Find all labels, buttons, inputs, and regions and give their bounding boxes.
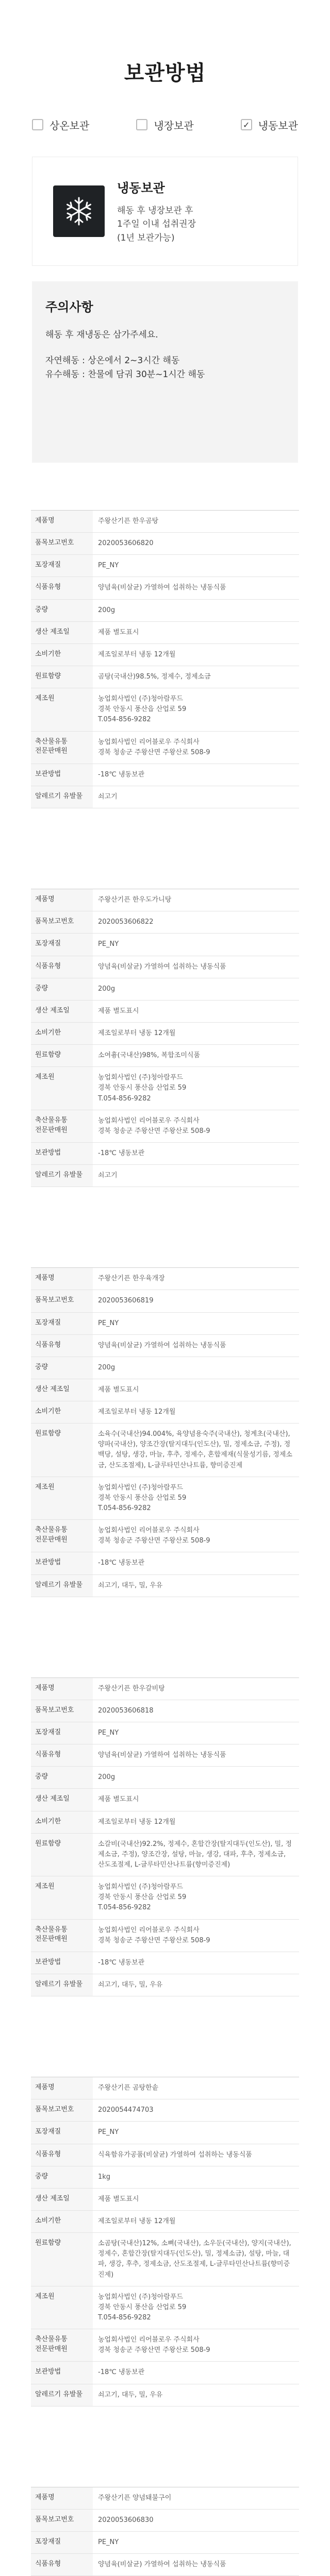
- table-row: [31, 1834, 299, 1876]
- row-value: PE_NY: [98, 940, 119, 948]
- table-row: [31, 555, 299, 577]
- row-label: 알레르기 유발물: [31, 1974, 93, 1996]
- caution-line: 유수해동 : 찬물에 담궈 30분~1시간 해동: [45, 369, 205, 380]
- row-label: 제품명: [31, 1268, 93, 1290]
- row-label: 제품명: [31, 2487, 93, 2509]
- table-row: [31, 2189, 299, 2211]
- row-value: PE_NY: [98, 562, 119, 570]
- row-label: 포장재질: [31, 934, 93, 955]
- row-value: 소갈비(국내산)92.2%, 정제수, 혼합간장(탈지대두(인도산), 밀, 정제소금, 주정), 양조간장, 설탕, 마늘, 생강, 대파, 후추, 정제소금, 산도조절제, L-글루타민산나트륨(향미증진제): [98, 1840, 292, 1869]
- table-row: [31, 1379, 299, 1401]
- row-label: 알레르기 유발물: [31, 786, 93, 808]
- row-label: 소비기한: [31, 644, 93, 666]
- caution-box: [32, 281, 298, 463]
- row-value: 양념육(비살균) 가열하여 섭취하는 냉동식품: [98, 1751, 226, 1759]
- table-row: [31, 2077, 299, 2099]
- row-label: 제품명: [31, 2077, 93, 2099]
- row-value: 주왕산기픈 한우갈비탕: [98, 1684, 165, 1692]
- row-value: 농업회사법인 리어블로우 주식회사 경북 청송군 주왕산면 주왕산로 508-9: [98, 1116, 210, 1135]
- storage-option-room[interactable]: [32, 117, 89, 132]
- row-label: 식품유형: [31, 2554, 93, 2575]
- caution-title: 주의사항: [45, 300, 93, 314]
- table-row: [31, 1067, 299, 1110]
- row-label: 보관방법: [31, 1952, 93, 1974]
- table-row: [31, 1920, 299, 1952]
- row-label: 제품명: [31, 889, 93, 911]
- row-label: 소비기한: [31, 2211, 93, 2232]
- storage-card: [32, 157, 298, 266]
- check-icon: ✓: [243, 120, 250, 130]
- storage-option-label: 냉동보관: [258, 119, 298, 132]
- row-label: 알레르기 유발물: [31, 2384, 93, 2406]
- checkbox-freezer[interactable]: [241, 119, 252, 130]
- table-row: [31, 1552, 299, 1574]
- table-row: [31, 2554, 299, 2576]
- row-label: 제품명: [31, 1678, 93, 1700]
- table-row: [31, 600, 299, 622]
- row-value: 200g: [98, 1773, 116, 1782]
- row-label: 생산 제조일: [31, 1379, 93, 1401]
- row-value: 1kg: [98, 2173, 111, 2181]
- row-value: PE_NY: [98, 2128, 119, 2137]
- table-row: [31, 1767, 299, 1789]
- row-value: 농업회사법인 리어블로우 주식회사 경북 청송군 주왕산면 주왕산로 508-9: [98, 1527, 210, 1545]
- table-row: [31, 2166, 299, 2189]
- row-value: 제조일로부터 냉동 12개월: [98, 650, 176, 658]
- row-value: 농업회사법인 (주)청아람푸드 경북 안동시 풍산읍 산업로 59 T.054-856-9282: [98, 1483, 187, 1513]
- table-row: [31, 1290, 299, 1312]
- row-label: 포장재질: [31, 1722, 93, 1744]
- row-value: 농업회사법인 (주)청아람푸드 경북 안동시 풍산읍 산업로 59 T.054-856-9282: [98, 2293, 187, 2321]
- row-value: 양념육(비살균) 가열하여 섭취하는 냉동식품: [98, 962, 226, 971]
- row-label: 품목보고번호: [31, 1290, 93, 1312]
- row-label: 식품유형: [31, 577, 93, 599]
- row-value: 양념육(비살균) 가열하여 섭취하는 냉동식품: [98, 2561, 226, 2569]
- row-value: 농업회사법인 (주)청아람푸드 경북 안동시 풍산읍 산업로 59 T.054-856-9282: [98, 695, 187, 724]
- row-value: 곰탕(국내산)98.5%, 정제수, 정제소금: [98, 672, 211, 681]
- row-label: 축산물유통 전문판매원: [31, 1520, 93, 1552]
- row-label: 품목보고번호: [31, 911, 93, 933]
- row-value: 제품 별도표시: [98, 1007, 139, 1015]
- row-label: 품목보고번호: [31, 2099, 93, 2121]
- table-row: [31, 2487, 299, 2510]
- row-value: 쇠고기, 대두, 밀, 우유: [98, 2391, 163, 2399]
- row-label: 제품명: [31, 511, 93, 532]
- row-value: 쇠고기: [98, 1172, 118, 1180]
- row-label: 제조원: [31, 1876, 93, 1919]
- row-value: 농업회사법인 리어블로우 주식회사 경북 청송군 주왕산면 주왕산로 508-9: [98, 738, 210, 756]
- table-row: [31, 688, 299, 731]
- row-label: 보관방법: [31, 764, 93, 786]
- row-label: 포장재질: [31, 2122, 93, 2143]
- table-row: [31, 511, 299, 533]
- row-label: 품목보고번호: [31, 1700, 93, 1722]
- row-value: 2020053606822: [98, 918, 154, 926]
- row-label: 축산물유통 전문판매원: [31, 1920, 93, 1952]
- product-table: [31, 889, 299, 1187]
- row-value: PE_NY: [98, 1729, 119, 1737]
- row-value: 농업회사법인 (주)청아람푸드 경북 안동시 풍산읍 산업로 59 T.054-856-9282: [98, 1883, 187, 1912]
- row-value: -18℃ 냉동보관: [98, 1149, 145, 1157]
- table-row: [31, 622, 299, 644]
- row-label: 원료함량: [31, 1423, 93, 1477]
- storage-option-freezer[interactable]: [241, 117, 298, 132]
- caution-line: 해동 후 재냉동은 삼가주세요.: [45, 330, 158, 340]
- row-label: 알레르기 유발물: [31, 1575, 93, 1597]
- row-value: 200g: [98, 606, 116, 614]
- storage-card-title: 냉동보관: [117, 180, 165, 195]
- row-label: 식품유형: [31, 1744, 93, 1766]
- row-label: 생산 제조일: [31, 622, 93, 643]
- row-label: 소비기한: [31, 1401, 93, 1423]
- row-label: 중량: [31, 1357, 93, 1379]
- row-label: 제조원: [31, 1067, 93, 1109]
- row-label: 원료함량: [31, 2233, 93, 2286]
- row-label: 보관방법: [31, 1552, 93, 1574]
- page-title: 보관방법: [124, 61, 206, 85]
- table-row: [31, 1744, 299, 1767]
- row-value: -18℃ 냉동보관: [98, 1559, 145, 1567]
- row-label: 제조원: [31, 688, 93, 731]
- row-value: 주왕산기픈 한우도가니탕: [98, 896, 172, 904]
- checkbox-room[interactable]: [32, 119, 43, 130]
- table-row: [31, 1477, 299, 1520]
- row-value: 쇠고기, 대두, 밀, 우유: [98, 1981, 163, 1989]
- row-label: 축산물유통 전문판매원: [31, 732, 93, 764]
- row-label: 포장재질: [31, 2532, 93, 2553]
- table-row: [31, 2233, 299, 2286]
- table-row: [31, 2510, 299, 2532]
- row-label: 품목보고번호: [31, 533, 93, 554]
- table-row: [31, 1401, 299, 1423]
- row-label: 생산 제조일: [31, 2189, 93, 2210]
- storage-card-line: (1년 보관가능): [117, 232, 175, 243]
- row-value: 제품 별도표시: [98, 628, 139, 636]
- table-row: [31, 1143, 299, 1165]
- row-label: 중량: [31, 2166, 93, 2188]
- table-row: [31, 911, 299, 934]
- table-row: [31, 2329, 299, 2362]
- table-row: [31, 1023, 299, 1045]
- table-row: [31, 2122, 299, 2144]
- table-row: [31, 1876, 299, 1919]
- row-value: 2020053606820: [98, 539, 154, 548]
- row-value: -18℃ 냉동보관: [98, 2368, 145, 2377]
- table-row: [31, 2211, 299, 2233]
- table-row: [31, 577, 299, 599]
- product-table: [31, 1677, 299, 1996]
- table-row: [31, 1001, 299, 1023]
- table-row: [31, 1165, 299, 1187]
- table-row: [31, 956, 299, 978]
- table-row: [31, 1313, 299, 1335]
- table-row: [31, 978, 299, 1001]
- storage-options: [0, 108, 330, 141]
- row-value: PE_NY: [98, 1319, 119, 1327]
- row-label: 원료함량: [31, 1045, 93, 1066]
- table-row: [31, 2144, 299, 2166]
- table-row: [31, 2099, 299, 2122]
- row-label: 원료함량: [31, 1834, 93, 1876]
- product-table: [31, 510, 299, 808]
- table-row: [31, 732, 299, 764]
- row-label: 생산 제조일: [31, 1789, 93, 1810]
- row-value: 농업회사법인 리어블로우 주식회사 경북 청송군 주왕산면 주왕산로 508-9: [98, 2336, 210, 2354]
- row-label: 원료함량: [31, 666, 93, 688]
- row-label: 중량: [31, 1767, 93, 1788]
- row-value: 소곰탕(국내산)12%, 소뼈(국내산), 소우둔(국내산), 양지(국내산), 정제수, 혼합간장(탈지대두(인도산), 밀, 정제소금), 설탕, 마늘, 대파, 생강, 후추, 정제소금, 산도조절제, L-글루타민산나트륨(향미증진제): [98, 2240, 291, 2279]
- row-value: -18℃ 냉동보관: [98, 1958, 145, 1967]
- row-value: 양념육(비살균) 가열하여 섭취하는 냉동식품: [98, 584, 226, 592]
- row-value: 식육함유가공품(비살균) 가열하여 섭취하는 냉동식품: [98, 2150, 252, 2159]
- row-label: 품목보고번호: [31, 2510, 93, 2531]
- storage-option-label: 상온보관: [50, 119, 90, 132]
- row-label: 포장재질: [31, 1313, 93, 1334]
- table-row: [31, 1811, 299, 1834]
- row-label: 중량: [31, 600, 93, 621]
- table-row: [31, 644, 299, 666]
- table-row: [31, 1722, 299, 1744]
- table-row: [31, 2362, 299, 2384]
- checkbox-fridge[interactable]: [136, 119, 147, 130]
- row-value: 제품 별도표시: [98, 1385, 139, 1394]
- table-row: [31, 1423, 299, 1477]
- row-value: 농업회사법인 (주)청아람푸드 경북 안동시 풍산읍 산업로 59 T.054-856-9282: [98, 1074, 187, 1103]
- table-row: [31, 764, 299, 786]
- table-row: [31, 1520, 299, 1552]
- row-value: 쇠고기, 대두, 밀, 우유: [98, 1581, 163, 1589]
- row-value: 제조일로부터 냉동 12개월: [98, 2217, 176, 2225]
- row-value: 200g: [98, 1363, 116, 1371]
- row-value: 쇠고기: [98, 792, 118, 801]
- row-label: 축산물유통 전문판매원: [31, 2329, 93, 2361]
- row-value: 주왕산기픈 양념돼불구이: [98, 2494, 172, 2502]
- row-label: 포장재질: [31, 555, 93, 577]
- table-row: [31, 934, 299, 956]
- storage-option-label: 냉장보관: [154, 119, 194, 132]
- row-value: 2020054474703: [98, 2106, 154, 2114]
- table-row: [31, 2532, 299, 2554]
- row-label: 소비기한: [31, 1023, 93, 1044]
- product-info-tables: [0, 463, 330, 2576]
- table-row: [31, 1789, 299, 1811]
- row-value: 200g: [98, 985, 116, 993]
- row-value: 제조일로부터 냉동 12개월: [98, 1029, 176, 1037]
- caution-line: 자연해동 : 상온에서 2~3시간 해동: [45, 355, 180, 366]
- row-label: 보관방법: [31, 1143, 93, 1164]
- row-label: 축산물유통 전문판매원: [31, 1110, 93, 1142]
- row-value: 농업회사법인 리어블로우 주식회사 경북 청송군 주왕산면 주왕산로 508-9: [98, 1926, 210, 1944]
- row-value: 2020053606830: [98, 2516, 154, 2524]
- row-label: 소비기한: [31, 1811, 93, 1833]
- row-value: 2020053606818: [98, 1706, 154, 1715]
- storage-option-fridge[interactable]: [136, 117, 193, 132]
- table-row: [31, 1700, 299, 1722]
- table-row: [31, 666, 299, 688]
- row-value: 주왕산기픈 한우육개장: [98, 1275, 165, 1283]
- table-row: [31, 2286, 299, 2329]
- table-row: [31, 786, 299, 808]
- table-row: [31, 1045, 299, 1067]
- product-table: [31, 1267, 299, 1597]
- row-value: 소육수(국내산)94.004%, 육양념용숙주(국내산), 청계초(국내산), 양파(국내산), 양조간장(탈지대두(인도산), 밀, 정제소금, 주정), 정백당, 설탕, 생강, 마늘, 후추, 정제수, 혼합제재(식물성기름, 정제소금, 산도조절제), L-글루타민산나트륨, 향미증진제: [98, 1430, 292, 1469]
- storage-card-line: 1주일 이내 섭취권장: [117, 219, 196, 230]
- row-label: 제조원: [31, 2286, 93, 2329]
- row-value: 제품 별도표시: [98, 1795, 139, 1804]
- row-value: 양념육(비살균) 가열하여 섭취하는 냉동식품: [98, 1341, 226, 1349]
- product-table: [31, 2487, 299, 2576]
- product-table: [31, 2077, 299, 2406]
- row-value: 소여흉(국내산)98%, 복합조미식품: [98, 1052, 200, 1060]
- table-row: [31, 1268, 299, 1290]
- storage-card-line: 해동 후 냉장보관 후: [117, 205, 193, 216]
- table-row: [31, 533, 299, 555]
- row-value: 주왕산기픈 한우곰탕: [98, 517, 159, 525]
- table-row: [31, 2384, 299, 2406]
- row-label: 보관방법: [31, 2362, 93, 2383]
- row-label: 중량: [31, 978, 93, 1000]
- table-row: [31, 889, 299, 911]
- row-value: -18℃ 냉동보관: [98, 770, 145, 778]
- table-row: [31, 1678, 299, 1700]
- row-value: 제조일로부터 냉동 12개월: [98, 1818, 176, 1826]
- row-label: 알레르기 유발물: [31, 1165, 93, 1187]
- table-row: [31, 1335, 299, 1357]
- snowflake-icon: [53, 185, 105, 237]
- row-label: 제조원: [31, 1477, 93, 1519]
- row-label: 식품유형: [31, 1335, 93, 1357]
- row-value: 2020053606819: [98, 1297, 154, 1305]
- row-label: 식품유형: [31, 956, 93, 978]
- row-value: 주왕산기픈 곰탕한솥: [98, 2084, 159, 2092]
- table-row: [31, 1974, 299, 1996]
- table-row: [31, 1575, 299, 1597]
- row-value: PE_NY: [98, 2538, 119, 2546]
- row-label: 생산 제조일: [31, 1001, 93, 1022]
- table-row: [31, 1357, 299, 1379]
- table-row: [31, 1952, 299, 1974]
- row-value: 제품 별도표시: [98, 2195, 139, 2203]
- row-label: 식품유형: [31, 2144, 93, 2166]
- row-value: 제조일로부터 냉동 12개월: [98, 1408, 176, 1416]
- table-row: [31, 1110, 299, 1143]
